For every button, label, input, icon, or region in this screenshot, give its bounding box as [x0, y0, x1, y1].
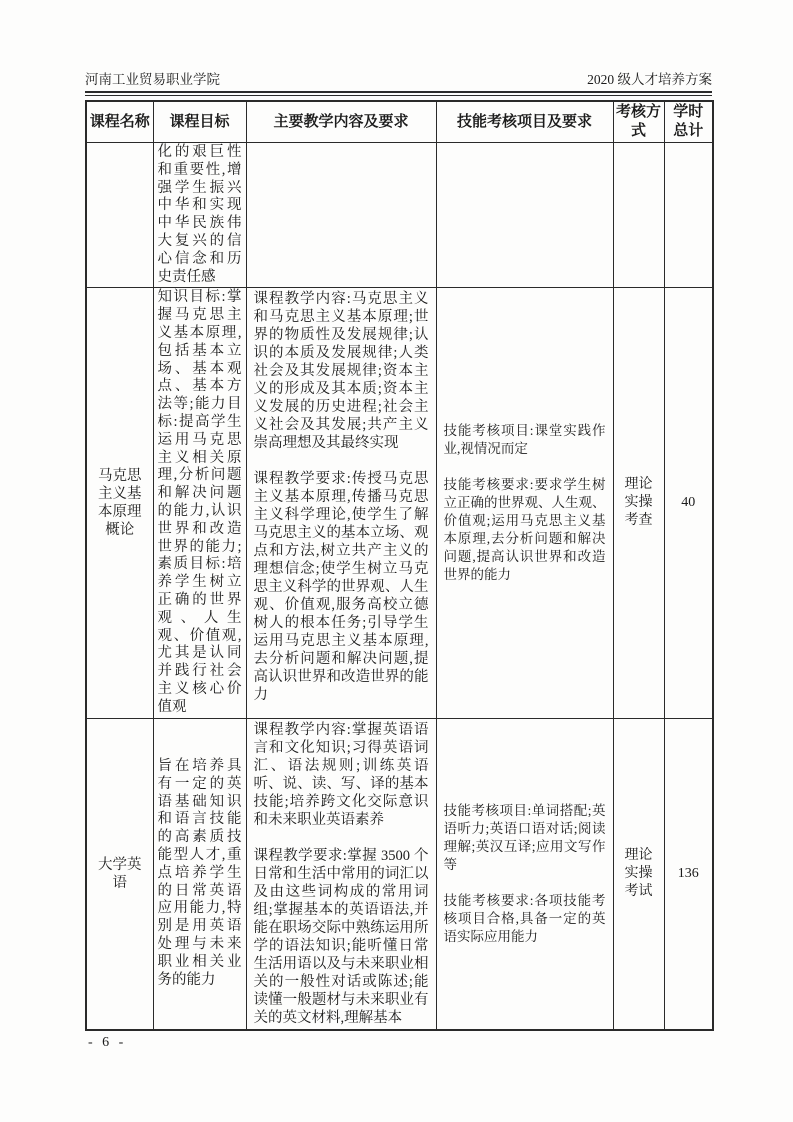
skill-assessment-cell	[436, 143, 613, 288]
assessment-requirements-paragraph: 技能考核要求:各项技能考核项目合格,具备一定的英语实际应用能力	[443, 892, 606, 944]
total-hours-cell: 136	[664, 718, 713, 1030]
exam-method-cell	[613, 143, 664, 288]
table-row-marxism	[86, 288, 713, 718]
exam-method-line: 实操	[624, 865, 653, 881]
total-hours-cell: 40	[664, 288, 713, 718]
column-header-objectives: 课程目标	[153, 101, 246, 143]
header-rule	[85, 91, 712, 96]
total-hours-cell	[664, 143, 713, 288]
teaching-content-cell	[246, 718, 436, 1030]
document-header	[85, 71, 712, 88]
curriculum-table	[85, 100, 714, 1031]
exam-method-cell	[613, 288, 664, 718]
course-objectives-cell: 化的艰巨性和重要性,增强学生振兴中华和实现中华民族伟大复兴的信心信念和历史责任感	[153, 143, 246, 288]
teaching-requirements-paragraph: 课程教学要求:传授马克思主义基本原理,传播马克思主义科学理论,使学生了解马克思主义的基本立场、观点和方法,树立共产主义的理想信念;使学生树立马克思主义科学的世界观、人生观、价值观,服务高校立德树人的根本任务;引导学生运用马克思主义基本原理,去分析问题和解决问题,提高认识世界和改造世界的能力	[253, 471, 429, 704]
column-header-content: 主要教学内容及要求	[246, 101, 436, 143]
column-header-course-name: 课程名称	[86, 101, 153, 143]
teaching-requirements-paragraph: 课程教学要求:掌握 3500 个日常和生活中常用的词汇以及由这些词构成的常用词组;掌握基本的英语语法,并能在职场交际中熟练运用所学的语法知识;能听懂日常生活用语以及与未来职业相关的一般性对话或陈述;能读懂一般题材与未来职业有关的英文材料,理解基本	[253, 847, 429, 1026]
exam-method-line: 考试	[624, 883, 653, 899]
table-row-college-english	[86, 718, 713, 1030]
teaching-content-paragraph: 课程教学内容:掌握英语语言和文化知识;习得英语词汇、语法规则;训练英语听、说、读、写、译的基本技能;培养跨文化交际意识和未来职业英语素养	[253, 721, 429, 828]
teaching-content-cell	[246, 143, 436, 288]
exam-method-line: 考查	[624, 512, 653, 528]
course-name-cell: 大学英语	[86, 718, 153, 1030]
assessment-items-paragraph: 技能考核项目:课堂实践作业,视情况而定	[443, 422, 606, 456]
course-objectives-cell: 旨在培养具有一定的英语基础知识和语言技能的高素质技能型人才,重点培养学生的日常英语应用能力,特别是用英语处理与未来职业相关业务的能力	[153, 718, 246, 1030]
assessment-requirements-paragraph: 技能考核要求:要求学生树立正确的世界观、人生观、价值观;运用马克思主义基本原理,去分析问题和解决问题,提高认识世界和改造世界的能力	[443, 476, 606, 582]
course-name-cell	[86, 143, 153, 288]
exam-method-line: 理论	[624, 847, 653, 863]
table-header-row	[86, 101, 713, 143]
exam-method-line: 实操	[624, 494, 653, 510]
teaching-content-paragraph: 课程教学内容:马克思主义和马克思主义基本原理;世界的物质性及发展规律;认识的本质及发展规律;人类社会及其发展规律;资本主义的形成及其本质;资本主义发展的历史进程;社会主义社会及其发展;共产主义崇高理想及其最终实现	[253, 291, 429, 452]
skill-assessment-cell	[436, 718, 613, 1030]
header-school-name: 河南工业贸易职业学院	[85, 72, 220, 87]
exam-method-line: 理论	[624, 476, 653, 492]
teaching-content-cell	[246, 288, 436, 718]
column-header-total-hours: 学时总计	[664, 101, 713, 143]
column-header-assessment: 技能考核项目及要求	[436, 101, 613, 143]
assessment-items-paragraph: 技能考核项目:单词搭配;英语听力;英语口语对话;阅读理解;英汉互译;应用文写作等	[443, 802, 606, 872]
table-row-continuation	[86, 143, 713, 288]
course-objectives-cell: 知识目标:掌握马克思主义基本原理,包括基本立场、基本观点、基本方法等;能力目标:提高学生运用马克思主义相关原理,分析问题和解决问题的能力,认识世界和改造世界的能力;素质目标:培养学生树立正确的世界观、人生观、价值观,尤其是认同并践行社会主义核心价值观	[153, 288, 246, 718]
skill-assessment-cell	[436, 288, 613, 718]
header-plan-title: 2020 级人才培养方案	[587, 72, 712, 87]
column-header-exam-method: 考核方式	[613, 101, 664, 143]
exam-method-cell	[613, 718, 664, 1030]
course-name-cell: 马克思主义基本原理概论	[86, 288, 153, 718]
page-number: - 6 -	[88, 1035, 127, 1050]
